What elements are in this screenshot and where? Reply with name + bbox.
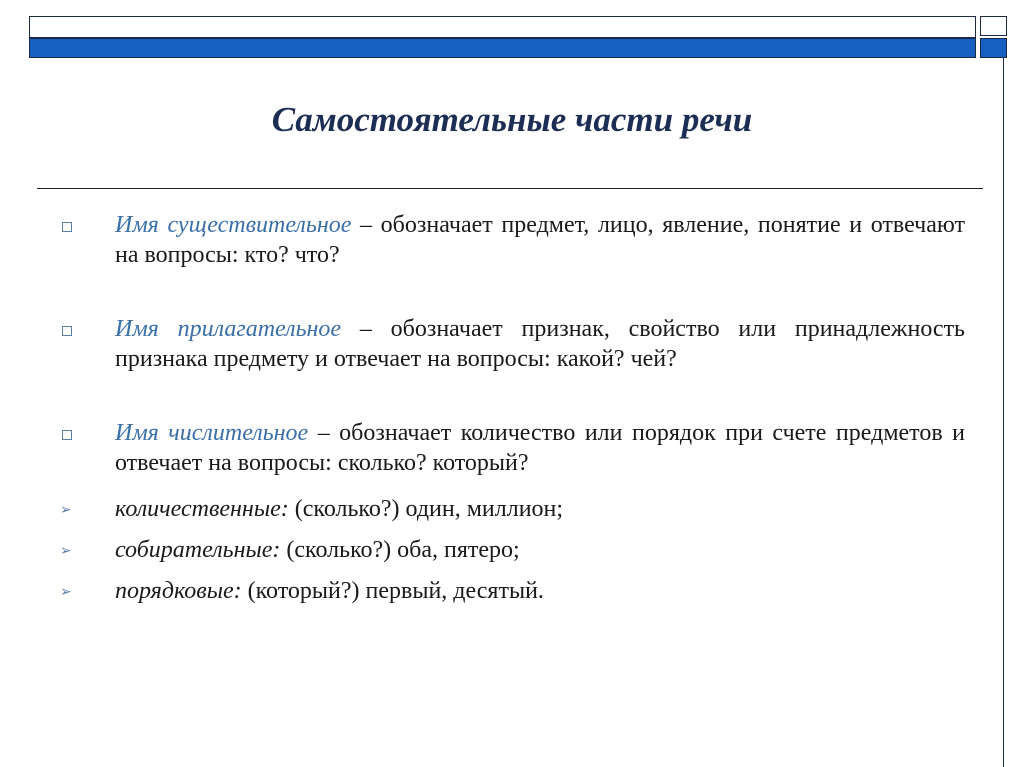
slide-title: Самостоятельные части речи — [271, 100, 753, 139]
sub-item-collective — [60, 535, 965, 565]
arrowhead-icon: ➢ — [60, 544, 72, 559]
hollow-square-icon — [62, 430, 72, 440]
list-item-adjective — [60, 314, 965, 374]
bullet-list — [60, 210, 965, 617]
sub-label-cardinal: количественные: — [115, 496, 289, 522]
hollow-square-icon — [62, 222, 72, 232]
right-vertical-line — [1003, 58, 1004, 767]
sub-text-cardinal: (сколько?) один, миллион; — [288, 496, 564, 522]
header-outline-bar — [29, 16, 976, 38]
hollow-square-icon — [62, 326, 72, 336]
sub-text-ordinal: (который?) первый, десятый. — [241, 578, 544, 604]
header-accent-bar — [29, 38, 976, 58]
corner-square-outline — [980, 16, 1007, 36]
arrowhead-icon: ➢ — [60, 503, 72, 518]
title-divider — [37, 188, 983, 189]
term-noun: Имя существительное — [115, 212, 352, 238]
sub-item-cardinal — [60, 494, 965, 524]
definition-adjective: – обозначает признак, свойство или принадлежность признака предмету и отвечает на вопросы: какой? чей? — [115, 316, 966, 372]
corner-square-filled — [980, 38, 1007, 58]
term-adjective: Имя прилагательное — [115, 316, 342, 342]
list-item-numeral — [60, 418, 965, 478]
arrowhead-icon: ➢ — [60, 585, 72, 600]
definition-noun: – обозначает предмет, лицо, явление, понятие и отвечают на вопросы: кто? что? — [115, 212, 965, 268]
sub-item-ordinal — [60, 576, 965, 606]
definition-numeral: – обозначает количество или порядок при счете предметов и отвечает на вопросы: сколько? который? — [115, 420, 966, 476]
sub-label-collective: собирательные: — [115, 537, 281, 563]
sub-label-ordinal: порядковые: — [115, 578, 242, 604]
sub-text-collective: (сколько?) оба, пятеро; — [280, 537, 520, 563]
list-item-noun — [60, 210, 965, 270]
term-numeral: Имя числительное — [115, 420, 309, 446]
